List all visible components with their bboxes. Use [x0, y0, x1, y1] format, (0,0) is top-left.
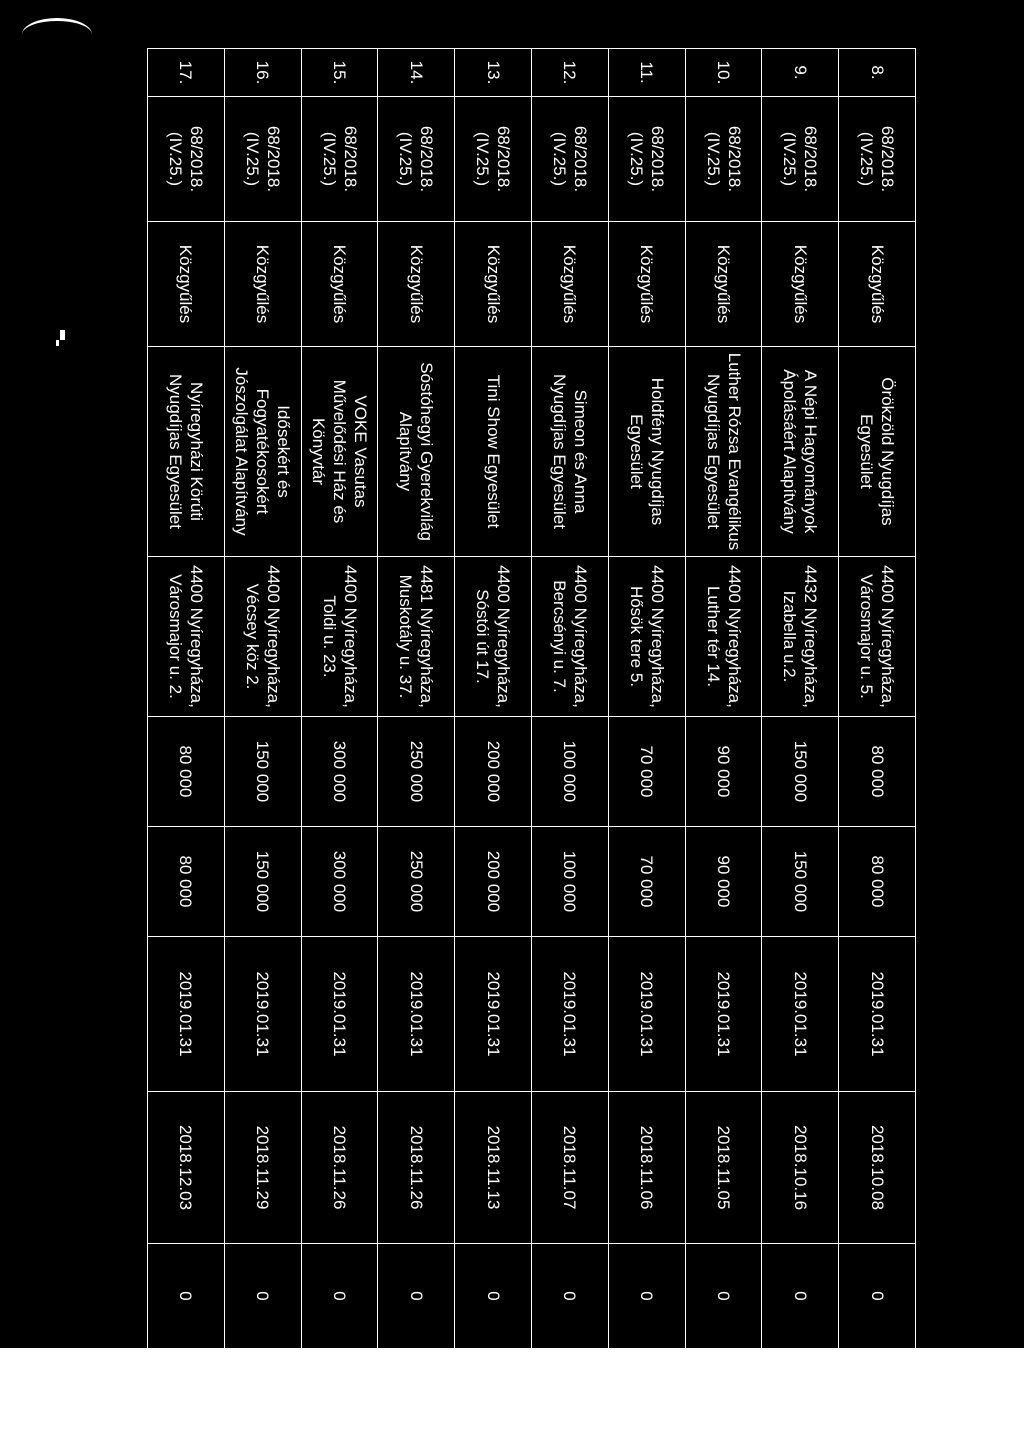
decision-number-cell: 68/2018. (IV.25.) — [301, 97, 378, 222]
settlement-date-cell: 2018.11.26 — [301, 1092, 378, 1244]
scan-border-left — [0, 48, 148, 1348]
remaining-amount-cell: 0 — [378, 1244, 455, 1349]
settlement-date-cell: 2018.11.07 — [532, 1092, 609, 1244]
scan-border-right — [916, 48, 1024, 1348]
table-row — [301, 49, 378, 1349]
address-cell: 4400 Nyíregyháza, Városmajor u. 5. — [839, 557, 916, 717]
organization-cell: Tini Show Egyesület — [455, 347, 532, 557]
row-number-cell: 16. — [224, 49, 301, 97]
grant-table — [147, 48, 916, 1349]
remaining-amount-cell: 0 — [532, 1244, 609, 1349]
granted-amount-cell: 90 000 — [685, 827, 762, 937]
deadline-cell: 2019.01.31 — [224, 937, 301, 1092]
settlement-date-cell: 2018.10.08 — [839, 1092, 916, 1244]
requested-amount-cell: 300 000 — [301, 717, 378, 827]
row-number-cell: 9. — [762, 49, 839, 97]
decision-number-cell: 68/2018. (IV.25.) — [685, 97, 762, 222]
deadline-cell: 2019.01.31 — [455, 937, 532, 1092]
deadline-cell: 2019.01.31 — [301, 937, 378, 1092]
remaining-amount-cell: 0 — [608, 1244, 685, 1349]
remaining-amount-cell: 0 — [224, 1244, 301, 1349]
address-cell: 4400 Nyíregyháza, Vécsey köz 2. — [224, 557, 301, 717]
address-cell: 4400 Nyíregyháza, Városmajor u. 2. — [148, 557, 225, 717]
deadline-cell: 2019.01.31 — [148, 937, 225, 1092]
address-cell: 4400 Nyíregyháza, Hősök tere 5. — [608, 557, 685, 717]
requested-amount-cell: 80 000 — [839, 717, 916, 827]
table-row — [224, 49, 301, 1349]
requested-amount-cell: 100 000 — [532, 717, 609, 827]
decision-body-cell: Közgyűlés — [455, 222, 532, 347]
settlement-date-cell: 2018.11.05 — [685, 1092, 762, 1244]
table-row — [378, 49, 455, 1349]
deadline-cell: 2019.01.31 — [532, 937, 609, 1092]
granted-amount-cell: 100 000 — [532, 827, 609, 937]
requested-amount-cell: 150 000 — [224, 717, 301, 827]
organization-cell: Holdfény Nyugdíjas Egyesület — [608, 347, 685, 557]
requested-amount-cell: 200 000 — [455, 717, 532, 827]
decision-number-cell: 68/2018. (IV.25.) — [148, 97, 225, 222]
deadline-cell: 2019.01.31 — [839, 937, 916, 1092]
decision-body-cell: Közgyűlés — [685, 222, 762, 347]
table-row — [148, 49, 225, 1349]
row-number-cell: 12. — [532, 49, 609, 97]
row-number-cell: 11. — [608, 49, 685, 97]
decision-body-cell: Közgyűlés — [301, 222, 378, 347]
organization-cell: Idősekért és Fogyatékosokért Jószolgálat Alapítvány — [224, 347, 301, 557]
organization-cell: Nyíregyházi Körúti Nyugdíjas Egyesület — [148, 347, 225, 557]
settlement-date-cell: 2018.11.26 — [378, 1092, 455, 1244]
grant-table-sheet — [148, 48, 916, 1348]
page-curl-mark — [22, 18, 92, 51]
decision-number-cell: 68/2018. (IV.25.) — [839, 97, 916, 222]
granted-amount-cell: 80 000 — [839, 827, 916, 937]
row-number-cell: 8. — [839, 49, 916, 97]
organization-cell: Örökzöld Nyugdíjas Egyesület — [839, 347, 916, 557]
decision-body-cell: Közgyűlés — [762, 222, 839, 347]
address-cell: 4432 Nyíregyháza, Izabella u.2. — [762, 557, 839, 717]
settlement-date-cell: 2018.12.03 — [148, 1092, 225, 1244]
organization-cell: Sóstóhegyi Gyerekvilág Alapítvány — [378, 347, 455, 557]
organization-cell: Luther Rózsa Evangélikus Nyugdíjas Egyesület — [685, 347, 762, 557]
decision-body-cell: Közgyűlés — [839, 222, 916, 347]
decision-number-cell: 68/2018. (IV.25.) — [224, 97, 301, 222]
granted-amount-cell: 80 000 — [148, 827, 225, 937]
decision-number-cell: 68/2018. (IV.25.) — [455, 97, 532, 222]
scan-speck — [56, 340, 59, 346]
decision-body-cell: Közgyűlés — [532, 222, 609, 347]
address-cell: 4400 Nyíregyháza, Bercsényi u. 7. — [532, 557, 609, 717]
settlement-date-cell: 2018.11.29 — [224, 1092, 301, 1244]
remaining-amount-cell: 0 — [762, 1244, 839, 1349]
requested-amount-cell: 90 000 — [685, 717, 762, 827]
row-number-cell: 13. — [455, 49, 532, 97]
table-row — [455, 49, 532, 1349]
requested-amount-cell: 70 000 — [608, 717, 685, 827]
deadline-cell: 2019.01.31 — [762, 937, 839, 1092]
decision-number-cell: 68/2018. (IV.25.) — [532, 97, 609, 222]
granted-amount-cell: 70 000 — [608, 827, 685, 937]
address-cell: 4400 Nyíregyháza, Sóstói út 17. — [455, 557, 532, 717]
table-row — [839, 49, 916, 1349]
remaining-amount-cell: 0 — [455, 1244, 532, 1349]
address-cell: 4400 Nyíregyháza, Toldi u. 23. — [301, 557, 378, 717]
table-row — [762, 49, 839, 1349]
row-number-cell: 15. — [301, 49, 378, 97]
organization-cell: VOKE Vasutas Művelődési Ház és Könyvtár — [301, 347, 378, 557]
decision-body-cell: Közgyűlés — [378, 222, 455, 347]
requested-amount-cell: 80 000 — [148, 717, 225, 827]
table-row — [685, 49, 762, 1349]
granted-amount-cell: 300 000 — [301, 827, 378, 937]
deadline-cell: 2019.01.31 — [685, 937, 762, 1092]
settlement-date-cell: 2018.11.06 — [608, 1092, 685, 1244]
granted-amount-cell: 150 000 — [762, 827, 839, 937]
granted-amount-cell: 200 000 — [455, 827, 532, 937]
remaining-amount-cell: 0 — [301, 1244, 378, 1349]
requested-amount-cell: 250 000 — [378, 717, 455, 827]
decision-number-cell: 68/2018. (IV.25.) — [378, 97, 455, 222]
scan-border-top — [150, 0, 1024, 48]
remaining-amount-cell: 0 — [685, 1244, 762, 1349]
requested-amount-cell: 150 000 — [762, 717, 839, 827]
decision-body-cell: Közgyűlés — [608, 222, 685, 347]
table-row — [532, 49, 609, 1349]
settlement-date-cell: 2018.11.13 — [455, 1092, 532, 1244]
decision-number-cell: 68/2018. (IV.25.) — [762, 97, 839, 222]
row-number-cell: 14. — [378, 49, 455, 97]
address-cell: 4481 Nyíregyháza, Muskotály u. 37. — [378, 557, 455, 717]
settlement-date-cell: 2018.10.16 — [762, 1092, 839, 1244]
remaining-amount-cell: 0 — [839, 1244, 916, 1349]
organization-cell: Simeon és Anna Nyugdíjas Egyesület — [532, 347, 609, 557]
table-row — [608, 49, 685, 1349]
organization-cell: A Népi Hagyományok Ápolásáért Alapítvány — [762, 347, 839, 557]
decision-body-cell: Közgyűlés — [148, 222, 225, 347]
row-number-cell: 17. — [148, 49, 225, 97]
decision-body-cell: Közgyűlés — [224, 222, 301, 347]
granted-amount-cell: 250 000 — [378, 827, 455, 937]
scan-speck — [60, 330, 65, 340]
decision-number-cell: 68/2018. (IV.25.) — [608, 97, 685, 222]
address-cell: 4400 Nyíregyháza, Luther tér 14. — [685, 557, 762, 717]
deadline-cell: 2019.01.31 — [608, 937, 685, 1092]
row-number-cell: 10. — [685, 49, 762, 97]
granted-amount-cell: 150 000 — [224, 827, 301, 937]
deadline-cell: 2019.01.31 — [378, 937, 455, 1092]
remaining-amount-cell: 0 — [148, 1244, 225, 1349]
